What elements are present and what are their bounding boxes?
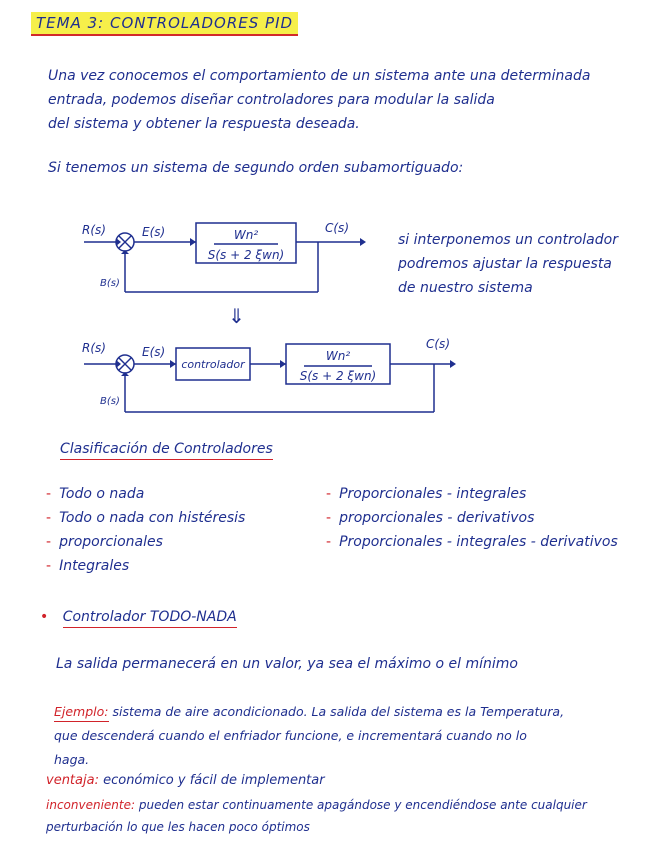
d2-output-label: C(s) — [426, 337, 450, 351]
list-item: - Proporcionales - integrales - derivativos — [326, 534, 618, 550]
block-diagram-2 — [70, 330, 470, 420]
d1-feedback-label: B(s) — [100, 278, 120, 289]
example-paragraph — [54, 700, 564, 772]
d2-input-label: R(s) — [82, 341, 106, 355]
d2-error-label: E(s) — [142, 345, 166, 359]
inconveniente-line-2: perturbación lo que les hacen poco óptimos — [46, 820, 310, 834]
d1-tf-denominator: S(s + 2 ξwn) — [207, 248, 285, 262]
list-item: - Proporcionales - integrales — [326, 486, 527, 502]
side-note-line-1: si interponemos un controlador — [398, 232, 618, 248]
d1-tf-numerator: Wn² — [233, 228, 259, 242]
side-note-line-3: de nuestro sistema — [398, 280, 533, 296]
ventaja-text: económico y fácil de implementar — [103, 773, 325, 788]
second-order-text: Si tenemos un sistema de segundo orden subamortiguado: — [48, 160, 464, 176]
intro-line-3: del sistema y obtener la respuesta deseada. — [48, 116, 360, 132]
d2-feedback-label: B(s) — [100, 396, 120, 407]
list-item: - proporcionales — [46, 534, 163, 550]
classification-heading — [60, 442, 273, 456]
page-title: TEMA 3: CONTROLADORES PID — [31, 12, 298, 36]
d2-tf-denominator: S(s + 2 ξwn) — [299, 369, 377, 383]
inconveniente-paragraph — [46, 794, 587, 838]
d1-input-label: R(s) — [82, 223, 106, 237]
ventaja-line — [46, 774, 325, 787]
list-item: - Integrales — [46, 558, 130, 574]
inconveniente-line-1: inconveniente: pueden estar continuamente apagándose y encendiéndose ante cualquier — [46, 798, 587, 812]
intro-line-1: Una vez conocemos el comportamiento de un sistema ante una determinada — [48, 68, 591, 84]
ventaja-label: ventaja: — [46, 773, 99, 788]
classification-list-left — [46, 482, 245, 578]
side-note — [398, 228, 618, 300]
todo-nada-text: La salida permanecerá en un valor, ya sea el máximo o el mínimo — [56, 656, 518, 672]
bullet-dot-icon: • — [40, 609, 49, 625]
d1-output-label: C(s) — [325, 221, 349, 235]
list-item: - Todo o nada — [46, 486, 145, 502]
intro-paragraph — [48, 64, 590, 136]
intro-line-2: entrada, podemos diseñar controladores para modular la salida — [48, 92, 495, 108]
list-item: - proporcionales - derivativos — [326, 510, 535, 526]
d2-tf-numerator: Wn² — [325, 349, 351, 363]
classification-heading-text: Clasificación de Controladores — [60, 441, 273, 460]
todo-nada-heading-text: Controlador TODO-NADA — [63, 609, 237, 628]
classification-list-right — [326, 482, 618, 554]
block-diagram-1 — [70, 214, 370, 304]
list-item: - Todo o nada con histéresis — [46, 510, 246, 526]
example-line-3: haga. — [54, 752, 90, 767]
down-arrow-icon: ⇓ — [228, 304, 245, 328]
side-note-line-2: podremos ajustar la respuesta — [398, 256, 612, 272]
todo-nada-heading — [40, 610, 237, 624]
example-line-1: Ejemplo: sistema de aire acondicionado. La salida del sistema es la Temperatura, — [54, 700, 564, 724]
d1-error-label: E(s) — [142, 225, 166, 239]
example-line-2: que descenderá cuando el enfriador funcione, e incrementará cuando no lo — [54, 728, 527, 743]
d2-controller-label: controlador — [181, 358, 245, 371]
